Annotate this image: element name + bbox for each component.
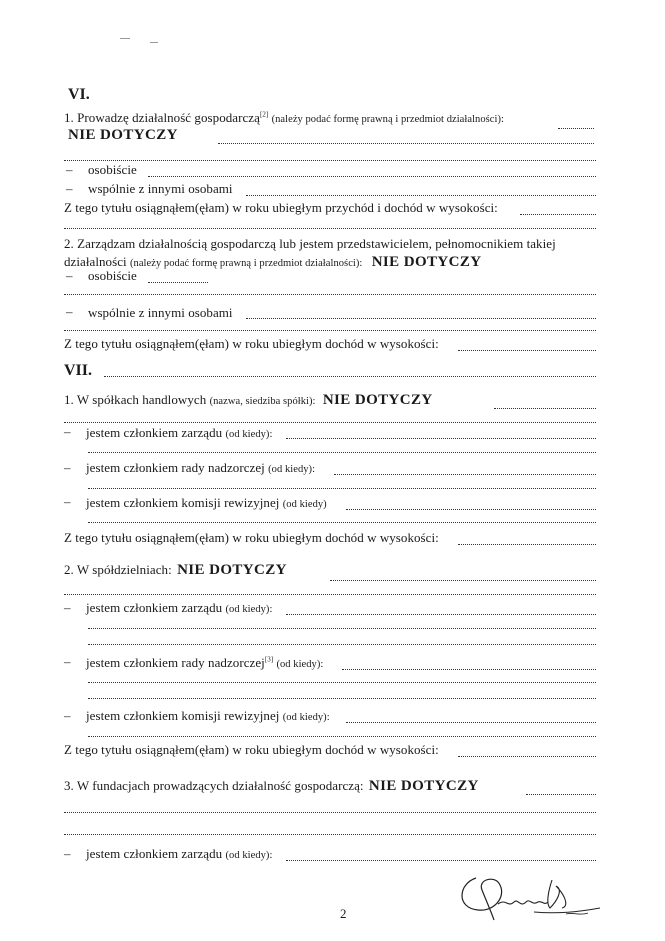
vii-2-role-supervisory: [86, 655, 323, 671]
vii-1-role-board: [86, 425, 272, 441]
vii-1-income-line: [458, 544, 596, 545]
vi-1-item-joint: wspólnie z innymi osobami: [88, 181, 233, 196]
vi-1-item-joint-line: [246, 195, 596, 196]
vi-1-income-line: [520, 214, 596, 215]
vii-1-role-audit-line2: [88, 522, 596, 523]
vii-1-note: (nazwa, siedziba spółki):: [209, 396, 316, 407]
vi-2-note: (należy podać formę prawną i przedmiot działalności):: [130, 258, 363, 269]
bullet-dash: –: [64, 846, 71, 861]
vii-1-role-supervisory: [86, 460, 315, 476]
vii-2-role-board-line3: [88, 644, 596, 645]
vii-2-role-supervisory-label: jestem członkiem rady nadzorczej: [86, 655, 265, 670]
vii-1-role-board-line2: [88, 452, 596, 453]
vii-1-blank-line: [64, 422, 596, 423]
vi-2-item-personal: osobiście: [88, 268, 137, 283]
vii-3-role-board-line: [286, 860, 596, 861]
vi-2-item-joint-line2: [64, 330, 596, 331]
vi-1-income-line2: [64, 228, 596, 229]
page-number: 2: [340, 906, 347, 921]
bullet-dash: –: [64, 460, 71, 475]
bullet-dash: –: [66, 268, 73, 283]
vii-2-role-audit-label: jestem członkiem komisji rewizyjnej: [86, 708, 280, 723]
vi-1-fill: [558, 128, 594, 129]
vii-2-role-board: [86, 600, 272, 616]
vi-2-lead: działalności: [64, 254, 127, 269]
vii-3-role-board: [86, 846, 272, 862]
vi-1-blank-line: [64, 160, 596, 161]
vi-2-answer: NIE DOTYCZY: [371, 254, 482, 270]
scan-mark: [150, 42, 158, 43]
vii-2-role-audit-line: [346, 722, 596, 723]
bullet-dash: –: [64, 600, 71, 615]
vii-1-role-board-since: (od kiedy):: [225, 429, 273, 440]
vii-2-income-line: [458, 756, 596, 757]
vii-3-answer: NIE DOTYCZY: [368, 778, 479, 794]
vii-2-role-board-line: [286, 614, 596, 615]
vii-1-answer: NIE DOTYCZY: [322, 392, 433, 408]
vii-2-income: Z tego tytułu osiągnąłem(ęłam) w roku ubiegłym dochód w wysokości:: [64, 742, 439, 757]
vii-3-blank-line2: [64, 834, 596, 835]
vii-1-role-audit: [86, 495, 327, 511]
bullet-dash: –: [64, 708, 71, 723]
vii-3-lead: 3. W fundacjach prowadzących działalność gospodarczą:: [64, 778, 364, 793]
vii-1-role-board-label: jestem członkiem zarządu: [86, 425, 223, 440]
bullet-dash: –: [66, 162, 73, 177]
vii-1-line: [64, 392, 433, 409]
vii-1-role-board-line: [286, 438, 596, 439]
vii-1-role-audit-line: [346, 509, 596, 510]
vii-1-lead: 1. W spółkach handlowych: [64, 392, 207, 407]
vii-2-role-supervisory-line: [342, 669, 596, 670]
vii-2-role-supervisory-line2: [88, 682, 596, 683]
vii-2-line: [64, 562, 287, 579]
vii-2-role-audit-line2: [88, 736, 596, 737]
vii-1-role-audit-label: jestem członkiem komisji rewizyjnej: [86, 495, 280, 510]
signature: [448, 864, 608, 924]
vi-1-answer: NIE DOTYCZY: [68, 127, 178, 143]
vi-2-item-personal-line: [148, 282, 208, 283]
bullet-dash: –: [64, 494, 71, 509]
vii-3-role-board-since: (od kiedy):: [225, 850, 273, 861]
vii-1-answer-line: [494, 408, 596, 409]
vi-1-item-personal-line: [148, 176, 596, 177]
section-vi-heading: VI.: [68, 86, 90, 103]
vi-2-income-line: [458, 350, 596, 351]
bullet-dash: –: [64, 424, 71, 439]
section-vii-heading: VII.: [64, 362, 93, 379]
vii-3-blank-line: [64, 812, 596, 813]
vi-2-blank-line: [64, 294, 596, 295]
vii-2-role-board-label: jestem członkiem zarządu: [86, 600, 223, 615]
vi-2-income: Z tego tytułu osiągnąłem(ęłam) w roku ubiegłym dochód w wysokości:: [64, 336, 439, 351]
vi-1-answer-line: [218, 143, 594, 144]
vii-1-role-supervisory-label: jestem członkiem rady nadzorczej: [86, 460, 265, 475]
vii-1-role-supervisory-since: (od kiedy):: [268, 464, 316, 475]
vii-heading-line: [104, 376, 596, 377]
vii-3-line: [64, 778, 479, 795]
footnote-ref: [2]: [259, 110, 269, 119]
vii-2-role-supervisory-line3: [88, 698, 596, 699]
vi-1-note: (należy podać formę prawną i przedmiot działalności):: [271, 114, 504, 125]
vii-2-blank-line: [64, 594, 596, 595]
vii-2-role-board-since: (od kiedy):: [225, 604, 273, 615]
vii-1-role-audit-since: (od kiedy): [282, 499, 327, 510]
bullet-dash: –: [66, 181, 73, 196]
vi-1-income: Z tego tytułu osiągnąłem(ęłam) w roku ubiegłym przychód i dochód w wysokości:: [64, 200, 498, 215]
vi-1-item-personal: osobiście: [88, 162, 137, 177]
vii-2-lead: 2. W spółdzielniach:: [64, 562, 172, 577]
vi-1-line: [64, 110, 504, 126]
vii-1-income: Z tego tytułu osiągnąłem(ęłam) w roku ubiegłym dochód w wysokości:: [64, 530, 439, 545]
vi-1-lead: 1. Prowadzę działalność gospodarczą: [64, 110, 260, 125]
vii-2-role-supervisory-since: (od kiedy):: [276, 659, 324, 670]
bullet-dash: –: [66, 304, 73, 319]
vi-2-item-joint: wspólnie z innymi osobami: [88, 305, 233, 320]
footnote-ref: [3]: [264, 655, 274, 664]
bullet-dash: –: [64, 654, 71, 669]
vi-2-item-joint-line: [246, 318, 596, 319]
vii-2-role-board-line2: [88, 628, 596, 629]
vii-2-role-audit: [86, 708, 330, 724]
vii-1-role-supervisory-line2: [88, 488, 596, 489]
vii-1-role-supervisory-line: [334, 474, 596, 475]
vii-2-answer: NIE DOTYCZY: [177, 562, 287, 578]
vii-3-answer-line: [526, 794, 596, 795]
vi-2-line1: 2. Zarządzam działalnością gospodarczą lub jestem przedstawicielem, pełnomocnikiem takiej: [64, 236, 556, 251]
vii-2-role-audit-since: (od kiedy):: [282, 712, 330, 723]
vii-2-answer-line: [330, 580, 596, 581]
scan-mark: [120, 38, 130, 39]
vii-3-role-board-label: jestem członkiem zarządu: [86, 846, 223, 861]
